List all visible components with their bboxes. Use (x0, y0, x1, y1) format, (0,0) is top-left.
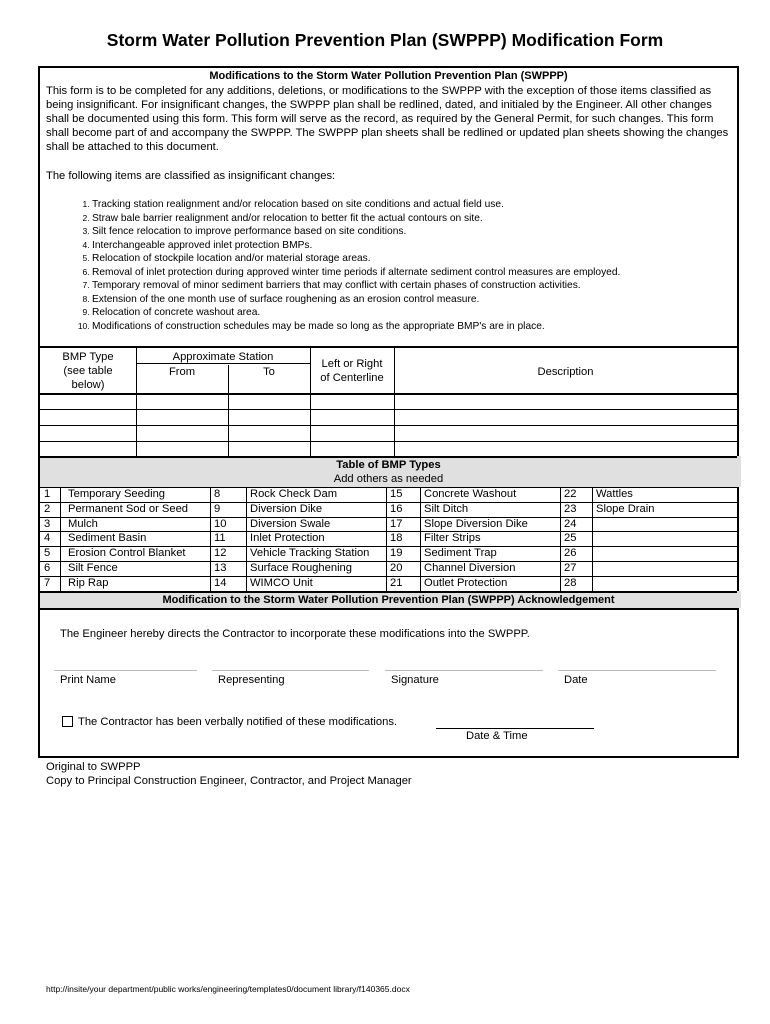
divider (40, 346, 737, 348)
divider (40, 393, 737, 395)
description-header: Description (537, 366, 594, 378)
bmp-name: Mulch (68, 517, 98, 530)
copy-note: Copy to Principal Construction Engineer, Contractor, and Project Manager (46, 775, 412, 787)
bmp-name: Outlet Protection (424, 576, 508, 589)
bmp-name: Slope Drain (596, 502, 655, 515)
bmp-name: Wattles (596, 488, 633, 500)
list-item: 3. Silt fence relocation to improve performance based on site conditions. (92, 225, 752, 239)
divider (40, 456, 737, 458)
table-row-line (40, 546, 737, 547)
representing-label: Representing (218, 674, 285, 686)
bmp-number: 15 (390, 488, 403, 500)
table-row-line (40, 561, 737, 562)
bmp-name: Vehicle Tracking Station (250, 547, 370, 560)
list-item: 1. Tracking station realignment and/or relocation based on site conditions and actual field use. (92, 198, 752, 212)
divider (40, 608, 737, 610)
bmp-name: Erosion Control Blanket (68, 547, 186, 560)
bmp-number: 18 (390, 532, 403, 545)
list-item: 6. Removal of inlet protection during approved winter time periods if alternate sediment control measures are employed. (92, 266, 752, 280)
bmp-number: 24 (564, 517, 577, 530)
bmp-name: Sediment Trap (424, 547, 497, 560)
bmp-number: 19 (390, 547, 403, 560)
bmp-name: Permanent Sod or Seed (68, 502, 189, 515)
list-item: 9. Relocation of concrete washout area. (92, 306, 752, 320)
intro-paragraph: This form is to be completed for any additions, deletions, or modifications to the SWPPP with the exception of those items classified as being insignificant. For insignificant changes, the SWPPP plan shall be redlined, dated, and initialed by the Engineer. All other changes shall be documented using this form. This form will serve as the record, as required by the General Permit, for such changes. This form shall become part of and accompany the SWPPP. The SWPPP plan sheets shall be redlined or updated plan sheets showing the changes shall be attached to this document. (46, 85, 729, 153)
left-right-header: Left or Right of Centerline (320, 358, 384, 384)
bmp-number: 13 (214, 562, 227, 574)
bmp-name: Sediment Basin (68, 532, 147, 545)
bmp-number: 26 (564, 547, 577, 560)
modifications-heading: Modifications to the Storm Water Pollution Prevention Plan (SWPPP) (209, 70, 568, 82)
bmp-name: WIMCO Unit (250, 576, 313, 589)
bmp-name: Inlet Protection (250, 532, 325, 545)
insignificant-lead: The following items are classified as insignificant changes: (46, 170, 336, 182)
table-row-line (40, 531, 737, 532)
date-label: Date (564, 674, 588, 686)
bmp-number: 3 (44, 517, 51, 530)
bmp-number: 2 (44, 502, 51, 515)
date-time-line[interactable] (436, 728, 594, 729)
bmp-number: 10 (214, 517, 227, 530)
insignificant-changes-list (68, 198, 752, 333)
signature-label: Signature (391, 674, 439, 686)
list-item: 4. Interchangeable approved inlet protection BMPs. (92, 239, 752, 253)
bmp-type-header: BMP Type (see table below) (62, 351, 114, 391)
bmp-name: Rock Check Dam (250, 488, 338, 500)
list-item: 7. Temporary removal of minor sediment barriers that may conflict with certain phases of construction activities. (92, 279, 752, 293)
page-title: Storm Water Pollution Prevention Plan (SWPPP) Modification Form (106, 30, 664, 50)
bmp-name: Silt Fence (68, 562, 118, 574)
bmp-name: Concrete Washout (424, 488, 517, 500)
acknowledgement-heading: Modification to the Storm Water Pollution Prevention Plan (SWPPP) Acknowledgement (162, 594, 615, 606)
bmp-name: Diversion Swale (250, 517, 331, 530)
bmp-name: Surface Roughening (250, 562, 353, 574)
divider (40, 591, 737, 593)
date-line[interactable] (558, 670, 716, 671)
bmp-number: 17 (390, 517, 403, 530)
bmp-name: Diversion Dike (250, 502, 323, 515)
bmp-number: 23 (564, 502, 577, 515)
engineer-statement: The Engineer hereby directs the Contractor to incorporate these modifications into the SWPPP. (60, 628, 530, 640)
bmp-number: 25 (564, 532, 577, 545)
signature-line[interactable] (385, 670, 543, 671)
date-time-label: Date & Time (466, 730, 528, 742)
table-row-line (40, 502, 737, 503)
print-name-line[interactable] (54, 670, 197, 671)
verbal-notification-label: The Contractor has been verbally notified of these modifications. (78, 716, 398, 728)
to-header: To (263, 366, 275, 378)
bmp-number: 22 (564, 488, 577, 500)
bmp-number: 14 (214, 576, 227, 589)
bmp-number: 7 (44, 576, 51, 589)
bmp-number: 8 (214, 488, 221, 500)
bmp-number: 1 (44, 488, 51, 500)
bmp-table-title: Table of BMP Types (336, 459, 441, 471)
approx-station-header: Approximate Station (172, 351, 274, 363)
bmp-number: 27 (564, 562, 577, 574)
bmp-number: 9 (214, 502, 221, 515)
original-note: Original to SWPPP (46, 761, 141, 773)
bmp-number: 21 (390, 576, 403, 589)
bmp-name: Silt Ditch (424, 502, 469, 515)
form-frame (38, 66, 739, 758)
print-name-label: Print Name (60, 674, 116, 686)
table-row-line (40, 409, 737, 410)
bmp-name: Channel Diversion (424, 562, 516, 574)
bmp-table-subtitle: Add others as needed (333, 473, 444, 485)
bmp-name: Slope Diversion Dike (424, 517, 528, 530)
bmp-name: Temporary Seeding (68, 488, 166, 500)
bmp-number: 5 (44, 547, 51, 560)
bmp-number: 12 (214, 547, 227, 560)
from-header: From (168, 366, 196, 378)
representing-line[interactable] (212, 670, 369, 671)
verbal-notification-checkbox[interactable] (62, 716, 73, 727)
bmp-name: Filter Strips (424, 532, 481, 545)
list-item: 8. Extension of the one month use of surface roughening as an erosion control measure. (92, 293, 752, 307)
bmp-number: 20 (390, 562, 403, 574)
table-row-line (40, 425, 737, 426)
bmp-number: 6 (44, 562, 51, 574)
table-row-line (40, 517, 737, 518)
bmp-name: Rip Rap (68, 576, 109, 589)
document-path: http://insite/your department/public works/engineering/templates0/document library/f140365.docx (46, 984, 410, 994)
table-row-line (40, 441, 737, 442)
table-row-line (40, 576, 737, 577)
bmp-number: 16 (390, 502, 403, 515)
list-item: 5. Relocation of stockpile location and/or material storage areas. (92, 252, 752, 266)
bmp-number: 4 (44, 532, 51, 545)
bmp-number: 28 (564, 576, 577, 589)
list-item: 2. Straw bale barrier realignment and/or relocation to better fit the actual contours on site. (92, 212, 752, 226)
list-item: 10. Modifications of construction schedules may be made so long as the appropriate BMP's are in place. (92, 320, 752, 334)
bmp-number: 11 (214, 532, 226, 545)
